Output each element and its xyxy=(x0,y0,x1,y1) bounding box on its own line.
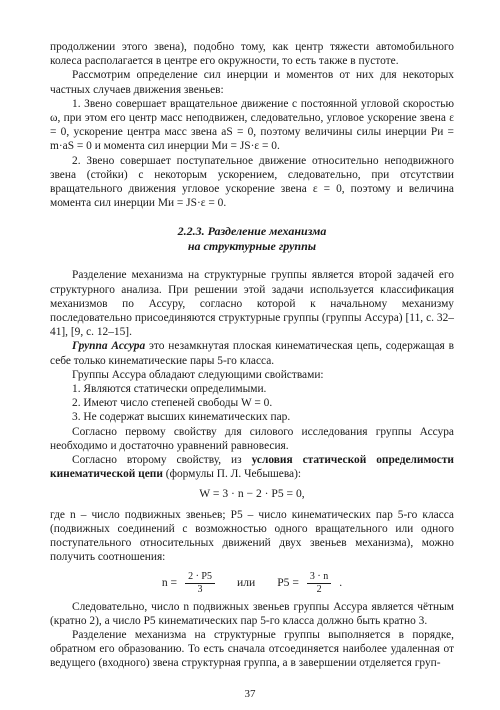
fraction-n-numerator: 2 · P5 xyxy=(185,571,215,584)
paragraph-consider: Рассмотрим определение сил инерции и моментов от них для некоторых частных случаев движения звеньев: xyxy=(50,69,454,96)
section-heading xyxy=(50,224,454,254)
paragraph-assur-definition xyxy=(50,339,454,367)
spacer xyxy=(50,210,454,224)
fraction-p5-denominator: 2 xyxy=(316,583,322,595)
paragraph-order: Разделение механизма на структурные группы выполняется в порядке, обратном его образованию. То есть сначала отсоединяется наиболее удаленная от ведущего (входного) звена структурная группа, а в завершении отделяется груп- xyxy=(50,628,454,670)
paragraph-separation: Разделение механизма на структурные группы является второй задачей его структурного анализа. При решении этой задачи используется классификация механизмов по Ассуру, согласно которой к начальному механизму последовательно присоединяются структурные группы (группы Ассура) [11, с. 32–41], [9, с. 12–15]. xyxy=(50,269,454,339)
section-heading-line-1: 2.2.3. Разделение механизма xyxy=(177,224,327,239)
formula-period: . xyxy=(339,575,343,589)
section-heading-line-2: на структурные группы xyxy=(187,239,317,254)
text-run: (формулы П. Л. Чебышева): xyxy=(162,468,302,481)
formula-ratios xyxy=(50,571,454,596)
fraction-n-denominator: 3 xyxy=(197,583,203,595)
text-run: Согласно второму свойству, из xyxy=(72,454,252,467)
formula-or: или xyxy=(237,575,256,589)
definition-text: это незамкнутая плоская кинематическая цепь, содержащая в себе только кинематические пары 5-го класса. xyxy=(50,340,455,367)
spacer xyxy=(50,254,454,268)
term-assur-group: Группа Ассура xyxy=(72,340,146,353)
list-item-2: 2. Имеют число степеней свободы W = 0. xyxy=(72,397,273,410)
paragraph-case-2: 2. Звено совершает поступательное движение относительно неподвижного звена (стойки) с некоторым ускорением, следовательно, при отсутствии вращательного движения угловое ускорение звена ε = 0, поэтому и величина момента сил инерции Mи = JS·ε = 0. xyxy=(50,154,454,210)
list-item-3: 3. Не содержат высших кинематических пар. xyxy=(72,411,291,424)
page-number: 37 xyxy=(244,688,256,700)
list-item-1: 1. Являются статически определимыми. xyxy=(72,383,267,396)
formula-p5-lhs: P5 = xyxy=(277,575,299,589)
fraction-p5 xyxy=(307,571,331,596)
formula-n-lhs: n = xyxy=(161,575,178,589)
paragraph-case-1: 1. Звено совершает вращательное движение с постоянной угловой скоростью ω, при этом его центр масс неподвижен, следовательно, угловое ускорение звена ε = 0, ускорение центра масс звена aS = 0, поэтому величины силы инерции Pи = m·aS = 0 и момента сил инерции Mи = JS·ε = 0. xyxy=(50,97,454,153)
paragraph-consequence: Следовательно, число n подвижных звеньев группы Ассура является чётным (кратно 2), а число P5 кинематических пар 5-го класса должно быть кратно 3. xyxy=(50,600,454,627)
formula-chebyshev: W = 3 · n − 2 · P5 = 0, xyxy=(199,487,305,501)
paragraph-properties-intro: Группы Ассура обладают следующими свойствами: xyxy=(72,368,324,381)
paragraph-second-property xyxy=(50,453,454,481)
paragraph-where: где n – число подвижных звеньев; P5 – число кинематических пар 5-го класса (подвижных соединений с возможностью одного вращательного или одного поступательного относительных движений двух звеньев механизма), можно получить соотношения: xyxy=(50,508,454,564)
term-static-determinacy: условия статической определимости кинематической цепи xyxy=(50,454,454,481)
fraction-p5-numerator: 3 · n xyxy=(307,571,331,584)
fraction-n xyxy=(185,571,215,596)
paragraph-first-property: Согласно первому свойству для силового исследования группы Ассура необходимо и достаточно уравнений равновесия. xyxy=(50,425,454,452)
paragraph-intro: продолжении этого звена), подобно тому, как центр тяжести автомобильного колеса располагается в центре его окружности, то есть также в пустоте. xyxy=(50,41,454,68)
